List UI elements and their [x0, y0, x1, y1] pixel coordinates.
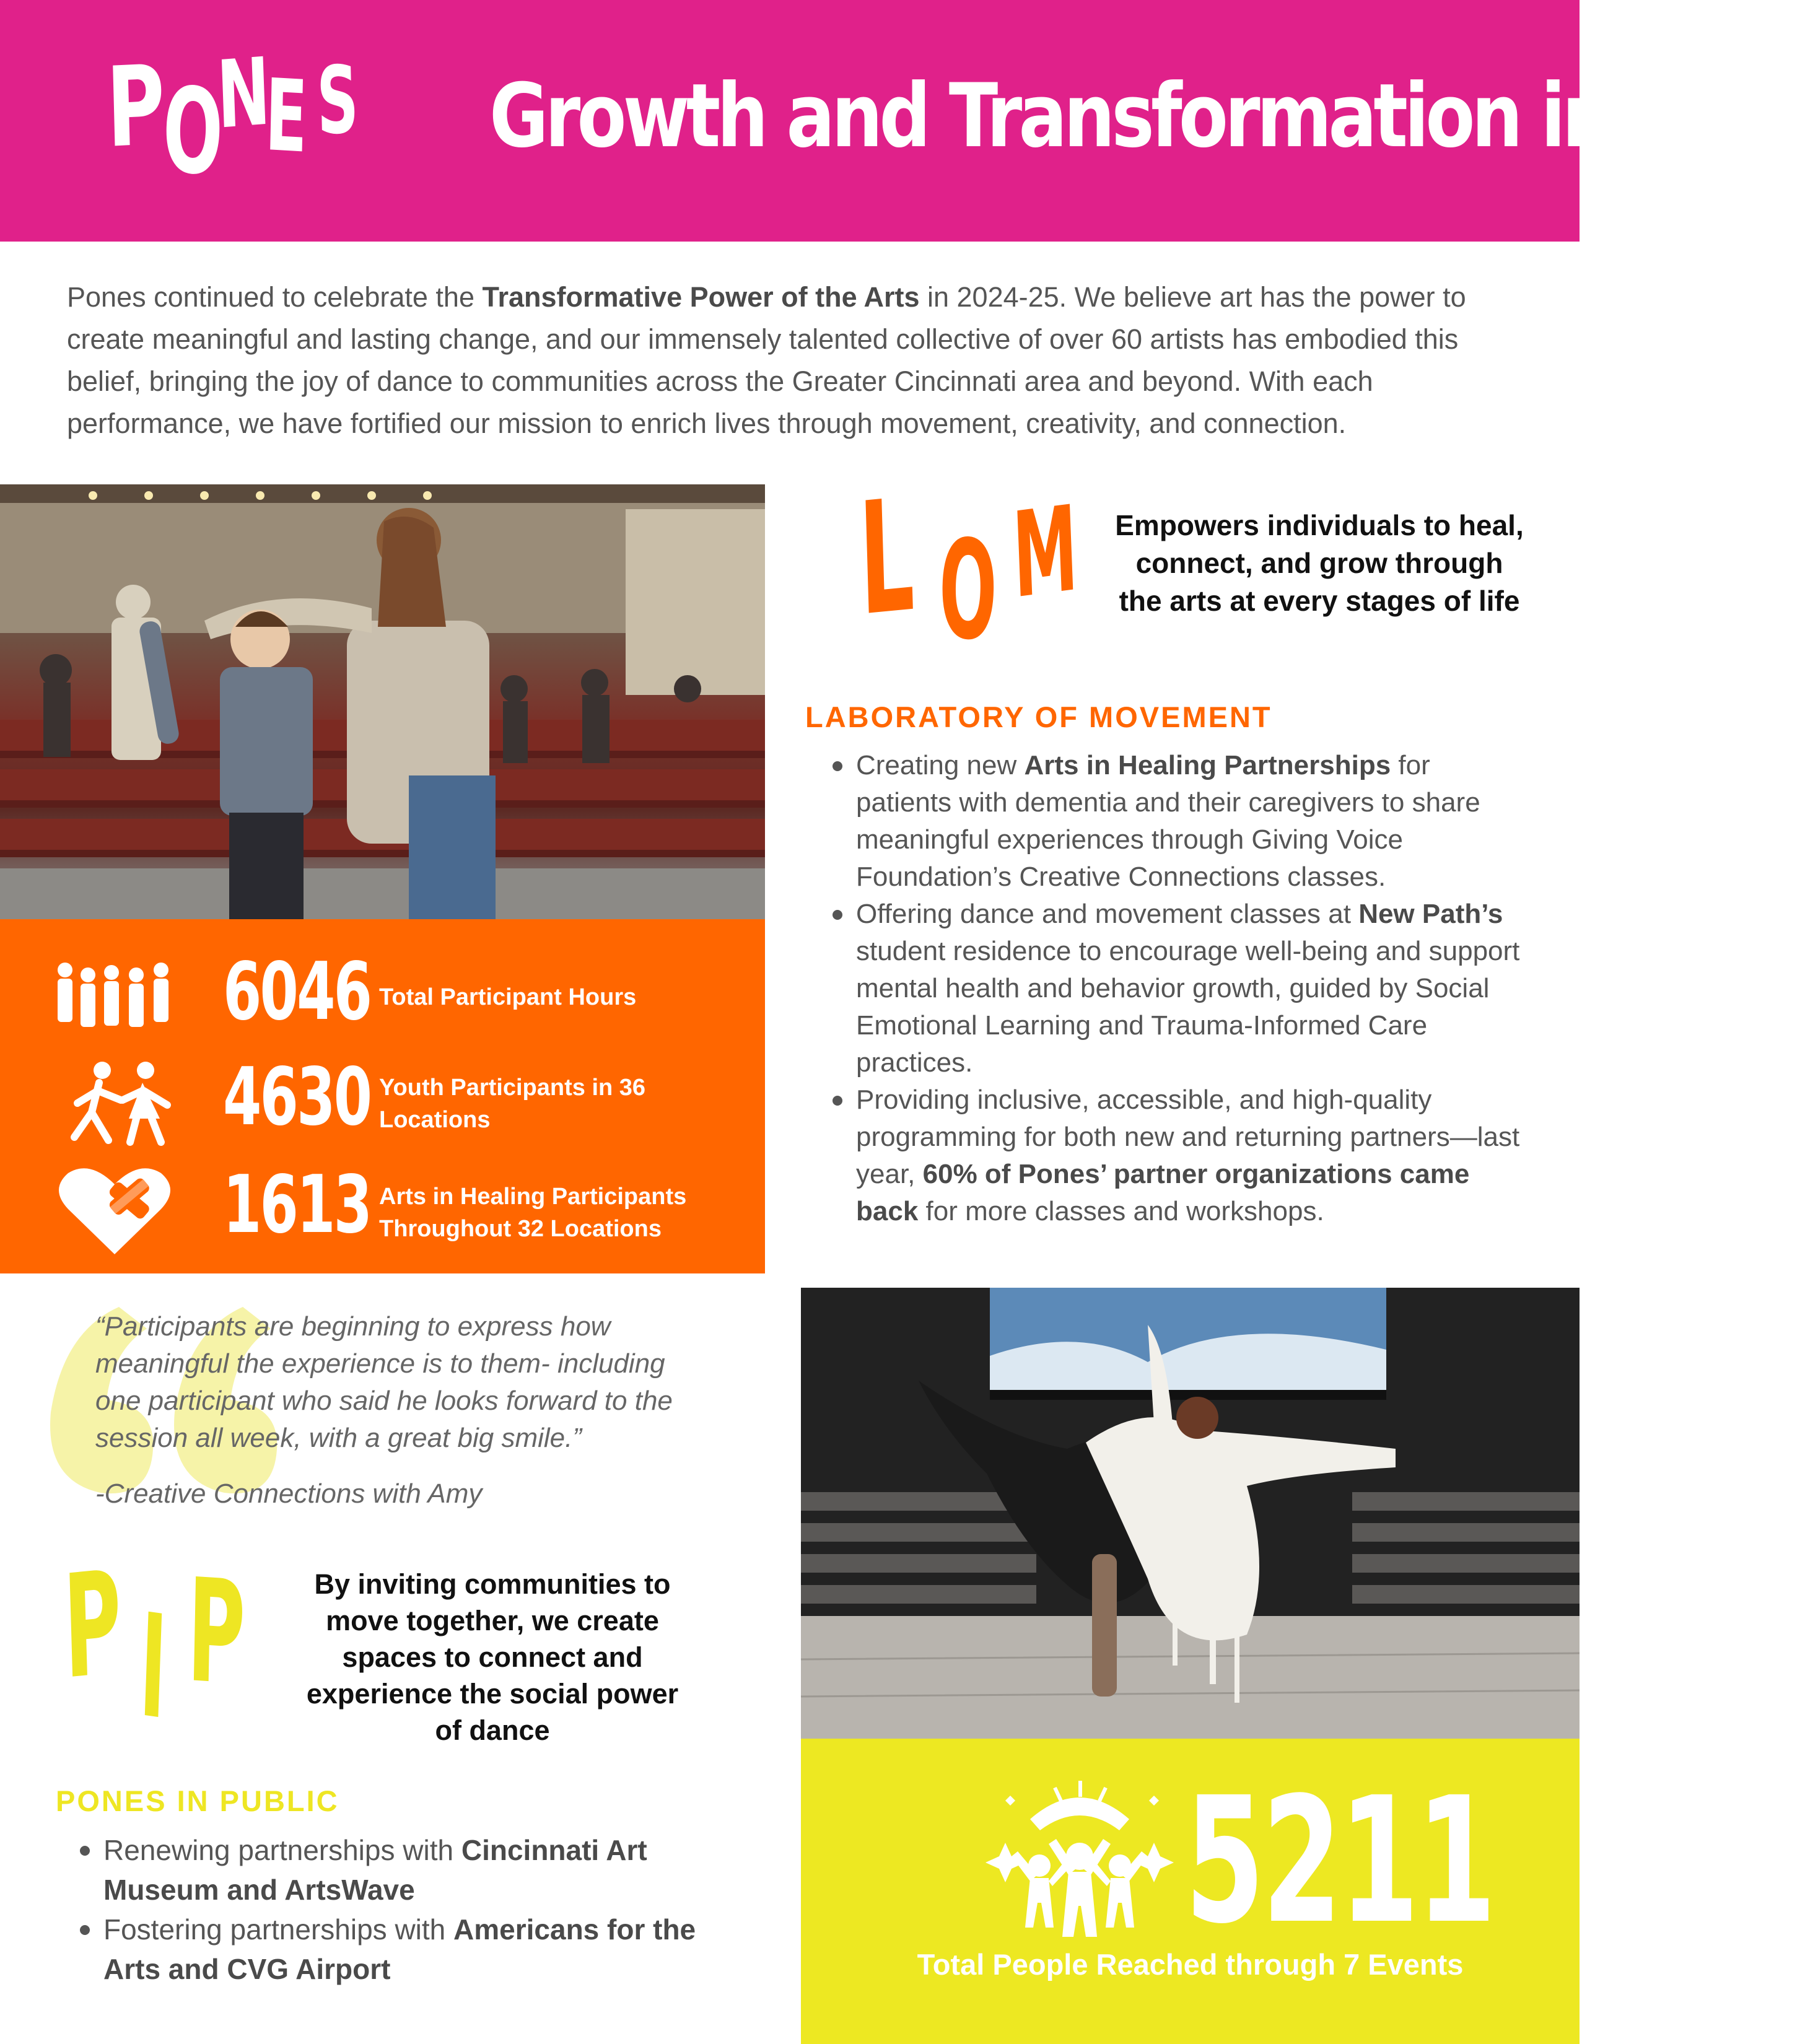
logo-letter: E [264, 57, 309, 175]
header-banner [0, 0, 1818, 242]
stat-row-healing-participants [0, 1158, 765, 1264]
list-item [830, 747, 1530, 896]
stat-label: Total Participant Hours [379, 984, 637, 1010]
stat-label: Youth Participants in 36 Locations [379, 1075, 646, 1133]
pip-heading: PONES IN PUBLIC [56, 1784, 339, 1817]
logo-letter: I [137, 1583, 170, 1752]
celebrating-people-icon [987, 1776, 1173, 1962]
lom-heading: LABORATORY OF MOVEMENT [805, 701, 1272, 733]
lom-logo [849, 465, 1121, 672]
reach-value: 5211 [1185, 1760, 1494, 1962]
pones-logo [105, 38, 378, 203]
list-item [830, 1081, 1530, 1230]
testimonial-quote: “Participants are beginning to express how meaningful the experience is to them- including one participant who said he looks forward to the session all week, with a great big smile.” [95, 1311, 673, 1453]
bullet-text: Creating new [856, 750, 1025, 780]
bullet-text: student residence to encourage well-being and support mental health and behavior growth, guided by Social Emotional Learning and Trauma-Informed Care practices. [856, 936, 1520, 1078]
intro-text: Pones continued to celebrate the [67, 281, 483, 313]
bullet-text: for patients with dementia and their caregivers to share meaningful experiences through Giving Voice Foundation’s Creative Connections classes. [856, 750, 1480, 892]
logo-letter: S [315, 46, 360, 156]
page-title: Growth and Transformation in 2025 [489, 65, 1818, 167]
quote-attribution: -Creative Connections with Amy [95, 1478, 483, 1509]
logo-letter: M [1010, 479, 1080, 625]
logo-letter: O [160, 61, 225, 203]
group-people-icon [50, 951, 180, 1044]
bullet-text: Fostering partnerships with [103, 1913, 454, 1946]
intro-paragraph [67, 276, 1516, 445]
stats-panel [0, 919, 765, 1273]
bullet-emphasis: Cincinnati Art Museum and ArtsWave [103, 1834, 647, 1906]
bullet-emphasis: Americans for the Arts and CVG Airport [103, 1913, 696, 1985]
bullet-emphasis: 60% of Pones’ partner organizations came back [856, 1159, 1470, 1226]
stat-row-youth-participants [0, 1050, 765, 1156]
bullet-text: Offering dance and movement classes at [856, 899, 1359, 929]
bullet-emphasis: New Path’s [1358, 899, 1503, 929]
reach-label: Total People Reached through 7 Events [917, 1948, 1464, 1981]
bullet-text: for more classes and workshops. [918, 1196, 1324, 1226]
lom-tagline: Empowers individuals to heal, connect, and grow through the arts at every stages of life [1115, 509, 1524, 617]
reach-panel [801, 1739, 1580, 2044]
bullet-text: Providing inclusive, accessible, and high-quality programming for both new and returning partners—last year, [856, 1085, 1520, 1189]
photo-theater-dance [0, 484, 765, 919]
stat-value: 1613 [223, 1159, 371, 1251]
photo-dance-performance [801, 1288, 1580, 1739]
logo-letter: P [105, 41, 167, 172]
lom-bullet-list [830, 747, 1530, 1230]
logo-letter: P [61, 1540, 124, 1711]
stat-value: 4630 [223, 1051, 371, 1143]
logo-letter: P [186, 1548, 247, 1718]
list-item [77, 1910, 734, 1989]
stat-value: 6046 [223, 946, 371, 1038]
theater-dance-illustration [0, 484, 765, 919]
logo-letter: L [857, 465, 917, 650]
list-item [830, 896, 1530, 1081]
stat-label: Arts in Healing Participants Throughout 32 Locations [379, 1184, 687, 1242]
pip-tagline: By inviting communities to move together, we create spaces to connect and experience the social power of dance [306, 1568, 679, 1746]
intro-text: in 2024-25. We believe art has the power to create meaningful and lasting change, and our immensely talented collective of over 60 artists has embodied this belief, bringing the joy of dance to communities across the Greater Cincinnati area and beyond. With each performance, we have fortified our mission to enrich lives through movement, creativity, and connection. [67, 281, 1466, 439]
bullet-emphasis: Arts in Healing Partnerships [1024, 750, 1391, 780]
pip-bullet-list [77, 1830, 734, 1989]
logo-letter: O [937, 509, 999, 672]
bandaged-heart-icon [50, 1164, 180, 1257]
running-children-icon [50, 1057, 180, 1150]
stat-row-participant-hours [0, 945, 765, 1050]
bullet-text: Renewing partnerships with [103, 1834, 461, 1866]
list-item [77, 1830, 734, 1910]
logo-letter: N [215, 38, 273, 150]
pip-logo [61, 1540, 285, 1762]
dance-performance-illustration [801, 1288, 1580, 1739]
intro-emphasis: Transformative Power of the Arts [482, 281, 920, 313]
